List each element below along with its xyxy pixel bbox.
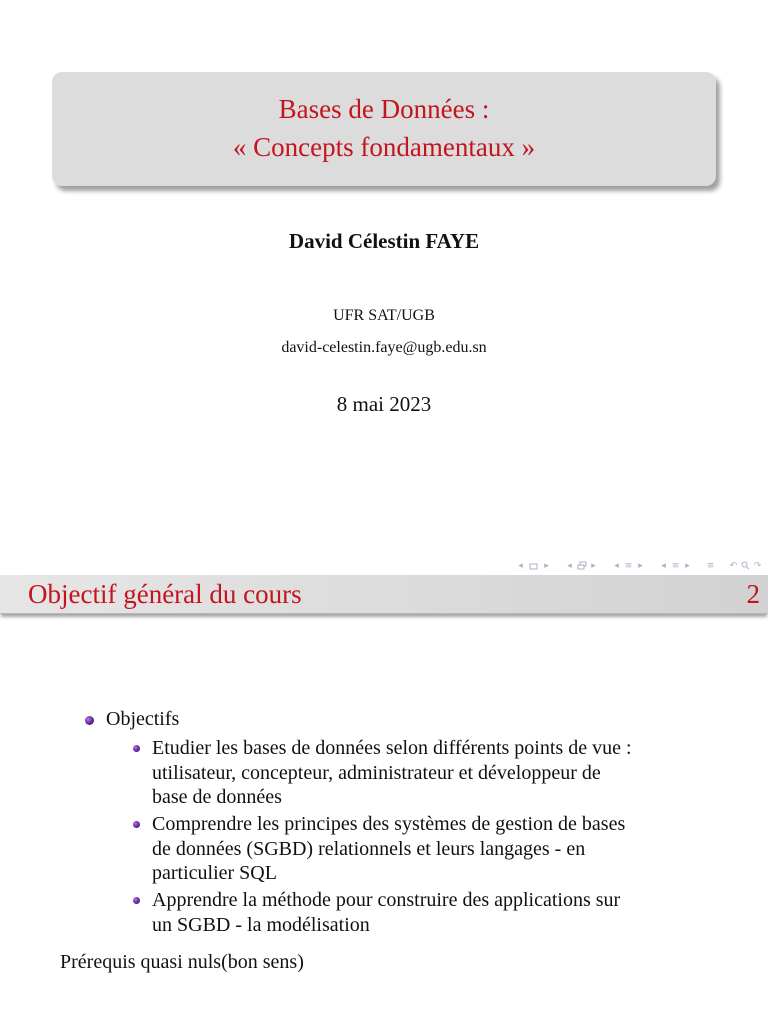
author-name: David Célestin FAYE — [288, 229, 480, 253]
objective-item-2 — [152, 812, 712, 886]
title-line-1: Bases de Données : — [278, 94, 490, 125]
beamer-navigation-bar — [516, 559, 762, 573]
nav-doc-icon[interactable]: ≡ — [706, 561, 715, 571]
nav-prev-frame-icon[interactable]: ◂ — [518, 561, 523, 571]
page-number: 2 — [746, 579, 760, 609]
sub-bullet-icon — [133, 745, 140, 752]
objective-item-3-line-2: un SGBD - la modélisation — [152, 913, 370, 936]
nav-next-frame-icon[interactable]: ▸ — [544, 561, 549, 571]
prerequisites-text: Prérequis quasi nuls(bon sens) — [60, 951, 304, 973]
title-box — [52, 72, 716, 186]
nav-forward-icon[interactable]: ↷ — [753, 561, 762, 571]
content-slide — [0, 575, 768, 1024]
objective-item-1 — [152, 736, 712, 810]
sub-bullet-icon — [133, 821, 140, 828]
objective-item-2-line-3: particulier SQL — [152, 862, 277, 884]
nav-next-part-icon[interactable]: ▸ — [685, 561, 690, 571]
frame-title-bar — [0, 575, 768, 614]
nav-next-section-icon[interactable]: ▸ — [638, 561, 643, 571]
nav-part-icon[interactable]: ≡ — [671, 561, 680, 571]
nav-next-subsection-icon[interactable]: ▸ — [591, 561, 596, 571]
frame-title: Objectif général du cours — [28, 579, 302, 609]
bullet-icon — [85, 716, 94, 725]
nav-prev-part-icon[interactable]: ◂ — [661, 561, 666, 571]
objective-item-2-line-2: de données (SGBD) relationnels et leurs langages - en — [152, 837, 586, 860]
objectives-heading: Objectifs — [106, 708, 180, 730]
objective-item-3-line-1: Apprendre la méthode pour construire des applications sur — [152, 889, 621, 911]
objective-item-3 — [152, 888, 712, 937]
sub-bullet-icon — [133, 897, 140, 904]
nav-prev-section-icon[interactable]: ◂ — [614, 561, 619, 571]
objective-item-1-line-3: base de données — [152, 786, 282, 808]
nav-back-icon[interactable]: ↶ — [729, 561, 738, 571]
affiliation: UFR SAT/UGB — [333, 307, 435, 324]
nav-frame-icon[interactable] — [529, 562, 538, 571]
author-email: david-celestin.faye@ugb.edu.sn — [281, 339, 487, 356]
objective-item-2-line-1: Comprendre les principes des systèmes de gestion de bases — [152, 813, 626, 835]
nav-search-icon[interactable] — [741, 561, 750, 571]
nav-prev-subsection-icon[interactable]: ◂ — [567, 561, 572, 571]
title-line-2: « Concepts fondamentaux » — [232, 132, 536, 162]
nav-section-icon[interactable]: ≡ — [624, 561, 633, 571]
objective-item-1-line-1: Etudier les bases de données selon différents points de vue : — [152, 737, 632, 759]
presentation-date: 8 mai 2023 — [336, 392, 432, 416]
nav-subsection-icon[interactable] — [577, 561, 586, 571]
objective-item-1-line-2: utilisateur, concepteur, administrateur et développeur de — [152, 761, 601, 784]
